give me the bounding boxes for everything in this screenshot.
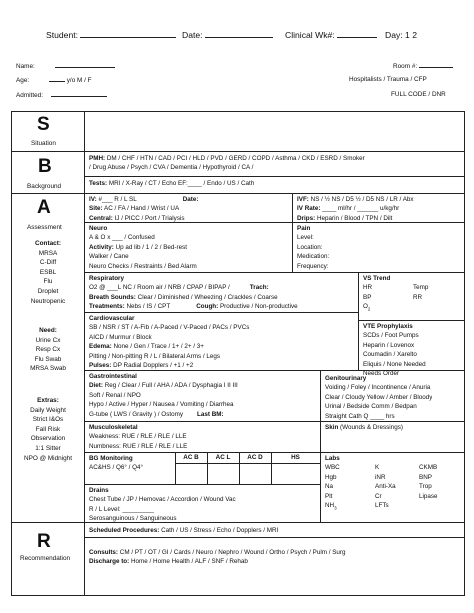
vte-list xyxy=(363,331,426,378)
lab-col2-4: LFTs xyxy=(375,501,389,509)
student-blank[interactable] xyxy=(80,30,176,38)
consults-discharge xyxy=(89,548,346,567)
treatments-label: Treatments: xyxy=(89,303,125,311)
bg-ac-lunch-head: AC L xyxy=(215,454,231,461)
lab-col3-1: BNP xyxy=(419,473,432,481)
extras-item-1[interactable]: Strict I&Os xyxy=(32,416,64,424)
need-item-2[interactable]: Flu Swab xyxy=(34,355,62,363)
iv-options[interactable]: #___ R / L SL xyxy=(96,196,137,203)
neuro-checks-options[interactable]: Neuro Checks / Restraints / Bed Alarm xyxy=(89,262,197,270)
extras-item-3[interactable]: Observation xyxy=(30,435,66,443)
background-letter: B xyxy=(38,156,52,177)
gi-section xyxy=(89,372,238,419)
aicd-options[interactable]: AICD / Murmur / Block xyxy=(89,333,152,341)
treatments-options[interactable]: Nebs / IS / CPT xyxy=(124,303,171,311)
pain-item-3: Frequency: xyxy=(297,262,329,270)
bg-hs-head: HS xyxy=(291,454,300,461)
respiratory-label: Respiratory xyxy=(89,275,124,282)
name-blank[interactable] xyxy=(55,62,115,68)
labs-column-2 xyxy=(375,463,396,510)
diet-options-2[interactable]: Soft / Renal / NPO xyxy=(89,391,141,399)
bg-frequency-options[interactable]: AC&HS / Q6° / Q4° xyxy=(89,464,144,472)
central-options[interactable]: IJ / PICC / Port / Trialysis xyxy=(112,214,185,222)
date-field xyxy=(182,30,273,40)
assessment-letter: A xyxy=(37,197,51,218)
lab-col3-3: Lipase xyxy=(419,492,438,500)
skin-section xyxy=(325,423,403,432)
pain-item-2: Medication: xyxy=(297,253,330,261)
date-blank[interactable] xyxy=(205,30,273,38)
recommendation-caption: Recommendation xyxy=(20,555,71,562)
code-status-options[interactable]: FULL CODE / DNR xyxy=(391,91,446,98)
pulses-label: Pulses: xyxy=(89,361,112,369)
need-item-3[interactable]: MRSA Swab xyxy=(30,365,66,373)
lab-col2-1: iNR xyxy=(375,473,386,481)
need-cultures xyxy=(12,326,84,374)
consults-label: Consults: xyxy=(89,549,119,556)
extras-item-2[interactable]: Fall Risk xyxy=(35,425,61,433)
vs-bp: BP xyxy=(363,293,372,301)
lab-col1-1: Hgb xyxy=(325,473,337,481)
drips-label: Drips: xyxy=(297,214,316,222)
admitted-blank[interactable] xyxy=(51,91,107,97)
vs-rr: RR xyxy=(413,293,423,301)
pmh-label: PMH: xyxy=(89,155,106,162)
vte-item-0[interactable]: SCDs / Foot Pumps xyxy=(363,332,419,340)
drains-label: Drains xyxy=(89,487,109,494)
mobility-aid-options[interactable]: Walker / Cane xyxy=(89,253,129,261)
day-field: Day: 1 2 xyxy=(385,30,418,40)
trach-label: Trach: xyxy=(249,284,269,292)
lab-col3-2: Trop xyxy=(419,483,432,491)
labs-section xyxy=(325,454,463,520)
tests-section xyxy=(89,179,254,188)
extras-label: Extras: xyxy=(37,397,59,404)
diet-options[interactable]: Reg / Clear / Full / AHA / ADA / Dysphagia I II III xyxy=(103,382,238,390)
date-label: Date: xyxy=(182,30,203,40)
msk-item-0[interactable]: Weakness: RUE / RLE / RLE / LLE xyxy=(89,433,187,441)
gi-label: Gastrointestinal xyxy=(89,373,137,380)
central-label: Central: xyxy=(89,214,113,222)
discharge-label: Discharge to: xyxy=(89,558,130,566)
breath-sounds-options[interactable]: Clear / Diminished / Wheezing / Crackles / Coarse xyxy=(135,293,278,301)
contact-label: Contact: xyxy=(35,240,61,247)
oxygen-options[interactable]: O2 @ ___L NC / Room air / NRB / CPAP / BIPAP / xyxy=(89,284,230,292)
msk-section xyxy=(89,423,187,451)
vte-item-4[interactable]: Needs Order xyxy=(363,369,400,377)
contact-item-3[interactable]: Flu xyxy=(43,278,53,286)
iv-date-label: Date: xyxy=(182,196,199,203)
cough-label: Cough: xyxy=(196,303,219,311)
sbar-table xyxy=(11,111,465,596)
clinical-week-field xyxy=(285,30,377,40)
extras-item-4[interactable]: 1:1 Sitter xyxy=(35,444,61,452)
scheduled-procedures xyxy=(89,526,278,535)
situation-caption: Situation xyxy=(31,140,56,147)
need-label: Need: xyxy=(39,327,57,334)
lab-col1-0: WBC xyxy=(325,464,340,472)
assessment-caption: Assessment xyxy=(27,224,62,231)
pitting-options[interactable]: Pitting / Non-pitting R / L / Bilateral Arms / Legs xyxy=(89,352,221,360)
drain-level-options[interactable]: R / L Level: _________ xyxy=(89,505,154,513)
gu-section xyxy=(325,374,432,421)
need-list xyxy=(30,337,66,373)
contact-item-1[interactable]: C-Diff xyxy=(39,259,57,267)
gu-list xyxy=(325,383,432,421)
cardiovascular-label: Cardiovascular xyxy=(89,315,135,322)
admitted-field xyxy=(16,91,107,99)
contact-precautions xyxy=(12,239,84,306)
cardiovascular-section xyxy=(89,314,249,370)
contact-item-4[interactable]: Droplet xyxy=(37,287,59,295)
hospitalist-options[interactable]: Hospitalists / Trauma / CFP xyxy=(349,76,427,83)
ivf-options[interactable]: NS / ½ NS / D5 ½ / D5 NS / LR / Abx xyxy=(308,196,414,203)
clinical-week-label: Clinical Wk#: xyxy=(285,30,335,40)
drain-type-options[interactable]: Chest Tube / JP / Hemovac / Accordion / Wound Vac xyxy=(89,496,236,504)
pain-label: Pain xyxy=(297,225,311,232)
activity-options[interactable]: Up ad lib / 1 / 2 / Bed-rest xyxy=(113,243,187,251)
vte-label: VTE Prophylaxis xyxy=(363,323,413,330)
drains-section xyxy=(89,486,236,524)
consults-options[interactable]: CM / PT / OT / GI / Cards / Neuro / Nephro / Wound / Ortho / Psych / Pulm / Surg xyxy=(118,549,346,556)
iv-rate-label: IV Rate: xyxy=(297,205,321,213)
last-bm-label: Last BM: xyxy=(197,410,224,418)
lab-col1-2: Na xyxy=(325,483,334,491)
vte-item-2[interactable]: Coumadin / Xarelto xyxy=(363,351,417,359)
neuro-label: Neuro xyxy=(89,225,108,232)
msk-list xyxy=(89,432,187,451)
scheduled-procedures-options[interactable]: Cath / US / Stress / Echo / Dopplers / MRI xyxy=(159,527,279,534)
ivf-label: IVF: xyxy=(297,196,309,203)
student-label: Student: xyxy=(46,30,79,40)
tests-options[interactable]: MRI / X-Ray / CT / Echo EF:____ / Endo / US / Cath xyxy=(107,180,255,187)
breath-sounds-label: Breath Sounds: xyxy=(89,293,136,301)
activity-label: Activity: xyxy=(89,243,114,251)
lab-col1-4: $NH_3$ xyxy=(325,501,337,511)
iv-section xyxy=(89,195,198,223)
patient-name-field xyxy=(16,62,115,70)
extras-item-0[interactable]: Daily Weight xyxy=(30,406,66,414)
pain-list xyxy=(297,233,329,271)
need-item-1[interactable]: Resp Cx xyxy=(35,346,61,354)
contact-item-5[interactable]: Neutropenic xyxy=(30,297,66,305)
pmh-section xyxy=(89,154,365,173)
rhythm-options[interactable]: SB / NSR / ST / A-Fib / A-Paced / V-Paced / PACs / PVCs xyxy=(89,324,250,332)
labs-column-1 xyxy=(325,463,340,510)
lab-col2-3: Cr xyxy=(375,492,382,500)
vs-temp: Temp xyxy=(413,284,429,292)
cough-options[interactable]: Productive / Non-productive xyxy=(218,303,298,311)
contact-item-0[interactable]: MRSA xyxy=(38,249,58,257)
room-blank[interactable] xyxy=(419,62,453,68)
iv-rate-options[interactable]: ____ ml/hr / ______ u/kg/hr xyxy=(320,205,400,213)
labs-column-3 xyxy=(419,463,438,501)
student-field xyxy=(46,30,176,40)
vs-trend-label: VS Trend xyxy=(363,275,391,282)
gu-item-0[interactable]: Voiding / Foley / Incontinence / Anuria xyxy=(325,384,431,392)
orientation-options[interactable]: A & O x ___ / Confused xyxy=(89,234,155,242)
contact-list xyxy=(31,250,65,305)
skin-caption: (Wounds & Dressings) xyxy=(338,424,403,431)
site-label: Site: xyxy=(89,205,103,213)
bg-label: BG Monitoring xyxy=(89,455,133,462)
neuro-section xyxy=(89,224,197,271)
pmh-options-2[interactable]: / Drug Abuse / Psych / CVA / Dementia / Hypothyroid / CA / xyxy=(89,164,254,172)
gu-label: Genitourinary xyxy=(325,375,367,382)
diet-label: Diet: xyxy=(89,382,103,390)
edema-options[interactable]: None / Gen / Trace / 1+ / 2+ / 3+ xyxy=(111,343,204,351)
lab-col3-0: CKMB xyxy=(419,464,438,472)
lab-col2-0: K xyxy=(375,464,380,472)
bg-ac-breakfast-head: AC B xyxy=(183,454,199,461)
need-item-0[interactable]: Urine Cx xyxy=(35,336,61,344)
drain-output-options[interactable]: Serosanguinous / Sanguineous xyxy=(89,515,177,523)
vte-section xyxy=(363,322,426,378)
gu-item-1[interactable]: Clear / Cloudy Yellow / Amber / Bloody xyxy=(325,393,433,401)
contact-item-2[interactable]: ESBL xyxy=(39,268,57,276)
age-blank[interactable] xyxy=(49,76,65,82)
name-label: Name: xyxy=(16,63,35,70)
gu-item-3[interactable]: Straight Cath Q ____ hrs xyxy=(325,412,395,420)
vte-item-1[interactable]: Heparin / Lovenox xyxy=(363,341,415,349)
respiratory-section xyxy=(89,274,298,312)
labs-label: Labs xyxy=(325,455,340,462)
patient-age-field xyxy=(16,76,92,84)
lab-col1-3: Plt xyxy=(325,492,333,500)
gtube-options[interactable]: G-tube ( LWS / Gravity ) / Ostomy xyxy=(89,410,184,418)
extras-list xyxy=(24,407,72,462)
vs-o2-sub: 2 xyxy=(367,306,371,312)
ivf-section xyxy=(297,195,414,223)
edema-label: Edema: xyxy=(89,343,112,351)
age-label: Age: xyxy=(16,77,30,84)
age-sex-options[interactable]: y/o M / F xyxy=(66,77,92,84)
room-label: Room #: xyxy=(393,63,418,70)
pain-section xyxy=(297,224,329,271)
vs-trend-section xyxy=(363,274,461,312)
recommendation-letter: R xyxy=(37,531,51,552)
bg-ac-dinner-head: AC D xyxy=(247,454,263,461)
pain-item-0: Level: xyxy=(297,234,314,242)
nh3-subscript: 3 xyxy=(334,505,337,511)
bg-section xyxy=(89,454,143,473)
skin-label: Skin xyxy=(325,424,339,431)
background-caption: Background xyxy=(27,183,62,190)
msk-item-1[interactable]: Numbness: RUE / RLE / RLE / LLE xyxy=(89,442,188,450)
vs-o2: O xyxy=(363,303,368,311)
pulses-options[interactable]: DP Radial Dopplers / +1 / +2 xyxy=(111,361,194,369)
vs-hr: HR xyxy=(363,284,373,292)
extras-item-5[interactable]: NPO @ Midnight xyxy=(23,454,73,462)
situation-letter: S xyxy=(37,114,50,135)
iv-label: IV: xyxy=(89,196,97,203)
vte-item-3[interactable]: Eliquis / None Needed xyxy=(363,360,426,368)
msk-label: Musculoskeletal xyxy=(89,424,138,431)
scheduled-procedures-label: Scheduled Procedures: xyxy=(89,527,160,534)
drips-options[interactable]: Heparin / Blood / TPN / Dilt xyxy=(315,214,393,222)
clinical-week-blank[interactable] xyxy=(337,30,377,38)
room-field xyxy=(393,62,453,70)
bowel-options[interactable]: Hypo / Active / Hyper / Nausea / Vomiting / Diarrhea xyxy=(89,401,234,409)
lab-col2-2: Anti-Xa xyxy=(375,483,396,491)
gu-item-2[interactable]: Urinal / Bedside Comm / Bedpan xyxy=(325,403,417,411)
extras xyxy=(12,396,84,463)
pain-item-1: Location: xyxy=(297,243,323,251)
pmh-options-1[interactable]: DM / CHF / HTN / CAD / PCI / HLD / PVD / GERD / COPD / Asthma / CKD / ESRD / Smoker xyxy=(105,155,365,162)
admitted-label: Admitted: xyxy=(16,92,43,99)
site-options[interactable]: AC / FA / Hand / Wrist / UA xyxy=(102,205,180,213)
tests-label: Tests: xyxy=(89,180,108,187)
discharge-options[interactable]: Home / Home Health / ALF / SNF / Rehab xyxy=(129,558,248,566)
